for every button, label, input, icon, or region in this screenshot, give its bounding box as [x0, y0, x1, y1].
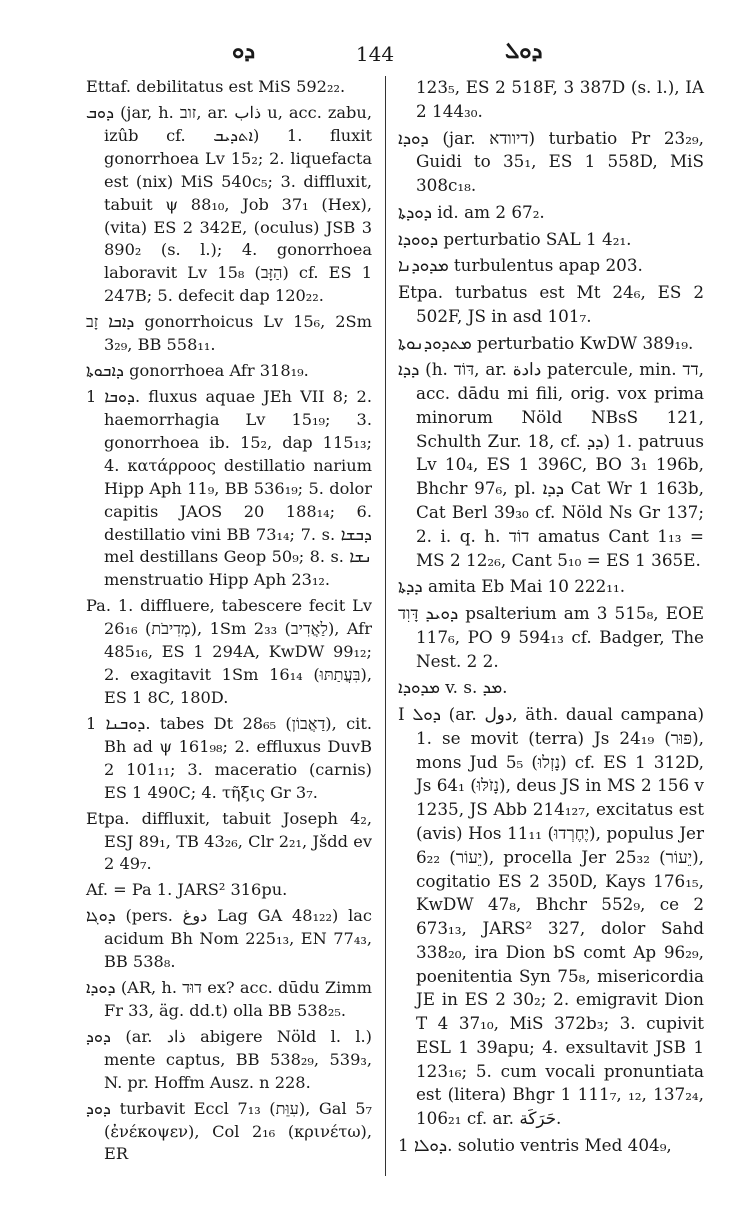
entry: ܕܘܒ (jar, h. זוב, ar. ذاب u, acc. zabu, izûb cf. ܐܬܕܝܒ) 1. fluxit gonorrhoea Lv 15₂; 2. liquefacta est (nix) MiS 540c₅; 3. diffluxit, tabuit ψ 88₁₀, Job 37₁ (Hex), (vita) ES 2 342E, (oculus) JSB 3 890₂ (s. l.); 4. gonorrhoea laboravit Lv 15₈ (הַזָּב) cf. ES 1 247B; 5. defecit dap 120₂₂. — [86, 102, 372, 306]
entry: ܕܕܬܐ amita Eb Mai 10 222₁₁. — [398, 576, 626, 597]
entry: ܕܘܘܕܐ perturbatio SAL 1 4₂₁. — [398, 228, 632, 249]
entry: I ܕܘܠ (ar. دول, äth. daual campana) 1. se movit (terra) Js 24₁₉ (פּוּר), mons Jud 5₅ (נָזְלוּ) cf. ES 1 312D, Js 64₁ (נָזֹלּוּ), deus JS in MS 2 156 v 1235, JS Abb 214₁₂₇, excitatus est (avis) Hos 11₁₁ (יֶחֶרְדוּ), populus Jer 6₂₂ (יֵעוֹר), procella Jer 25₃₂ (יֵעוֹר), cogitatio ES 2 350D, Kays 176₁₅, KwDW 47₈, Bhchr 552₉, ce 2 673₁₃, JARS² 327, dolor Sahd 338₂₀, ira Dion bS comt Ap 96₂₉, poenitentia Syn 75₈, misericordia JE in ES 2 30₂; 2. emigravit Dion T 4 37₁₀, MiS 372b₃; 3. cupivit ESL 1 39apu; 4. exsultavit JSB 1 123₁₆; 5. cum vocali pronuntiata est (litera) Bhgr 1 111₇, ₁₂, 137₂₄, 106₂₁ cf. ar. حَرَكَة. — [398, 704, 705, 1129]
entry: Etpa. diffluxit, tabuit Joseph 4₂, ESJ 89₁, TB 43₂₆, Clr 2₂₁, Jšdd ev 2 49₇. — [86, 808, 372, 874]
header-right-letters: ܕܘܠ — [505, 38, 543, 64]
entry: ܡܕܘܕܐ v. s. ܡܕ. — [398, 677, 508, 698]
page-header — [0, 38, 750, 68]
left-column — [86, 76, 372, 1169]
entry: ܕܘܒܢܐ 1. tabes Dt 28₆₅ (דַאֲבוֹן), cit. Bh ad ψ 161₉₈; 2. effluxus DuvB 2 101₁₁; 3. maceratio (carnis) ES 1 490C; 4. τῆξις Gr 3₇. — [86, 713, 372, 802]
entry: ܕܘܕ (ar. ذاد abigere Nöld l. l.) mente captus, BB 538₂₉, 539₃, N. pr. Hoffm Ausz. n 228. — [86, 1026, 372, 1092]
entry: 123₅, ES 2 518F, 3 387D (s. l.), IA 2 144₃₀. — [416, 77, 704, 121]
entry: ܕܐܒܘܬܐ gonorrhoea Afr 318₁₉. — [86, 361, 309, 381]
entry: ܕܕܐ (h. דּוֹד, ar. دادة patercule, min. דד, acc. dādu mi fili, orig. vox prima minorum Nöld NBsS 121, Schulth Zur. 18, cf. ܕܕ) 1. patruus Lv 10₄, ES 1 396C, BO 3₁ 196b, Bhchr 97₆, pl. ܕܕܐ Cat Wr 1 163b, Cat Berl 39₃₀ cf. Nöld Ns Gr 137; 2. i. q. h. דוֹד amatus Cant 1₁₃ = MS 2 12₂₆, Cant 5₁₀ = ES 1 365E. — [398, 359, 704, 570]
entry: Pa. 1. diffluere, tabescere fecit Lv 26₁₆ (מְדִיבֹת), 1Sm 2₃₃ (לַאֲדִיב), Afr 485₁₆, ES 1 294A, KwDW 99₁₂; 2. exagitavit 1Sm 16₁₄ (בִּעֲתַתּוּ), ES 1 8C, 180D. — [86, 596, 372, 707]
entry: Af. = Pa 1. JARS² 316pu. — [86, 880, 288, 900]
entry: ܕܘܕܐ (jar. דיוודא) turbatio Pr 23₂₉, Guidi to 35₁, ES 1 558D, MiS 308c₁₈. — [398, 127, 704, 196]
entry: ܕܘܕܐ (AR, h. דוּד ex? acc. dūdu Zimm Fr 33, äg. dd.t) olla BB 538₂₅. — [86, 978, 372, 1020]
entry: Etpa. turbatus est Mt 24₆, ES 2 502F, JS in asd 101₇. — [398, 282, 704, 326]
entry: ܕܘܝܕ דָּוִד psalterium am 3 515₈, EOE 117₆, PO 9 594₁₃ cf. Badger, The Nest. 2 2. — [398, 603, 704, 671]
entry: ܡܬܕܘܕܢܘܬܐ perturbatio KwDW 389₁₉. — [398, 332, 694, 353]
entry: ܕܐܒܐ זָב gonorrhoicus Lv 15₆, 2Sm 3₂₉, BB 558₁₁. — [86, 312, 372, 355]
entry: ܡܕܘܕܢܐ turbulentus apap 203. — [398, 255, 643, 276]
entry: ܕܘܕܬܐ id. am 2 67₂. — [398, 201, 545, 222]
page-number: 144 — [355, 42, 395, 66]
column-divider — [385, 76, 386, 1176]
entry: ܕܘܓܐ (pers. دوغ Lag GA 48₁₂₂) lac acidum Bh Nom 225₁₃, EN 77₄₃, BB 538₈. — [86, 906, 372, 972]
right-column — [398, 76, 704, 1161]
header-left-letters: ܕܘ — [232, 38, 256, 64]
entry: ܕܘܠܐ 1. solutio ventris Med 404₉, — [398, 1134, 672, 1155]
entry: ܕܘܒܐ 1. fluxus aquae JEh VII 8; 2. haemorrhagia Lv 15₁₉; 3. gonorrhoea ib. 15₂, dap 115₁₃; 4. κατάρροος destillatio narium Hipp Aph 11₉, BB 536₁₉; 5. dolor capitis JAOS 20 188₁₄; 6. destillatio vini BB 73₁₄; 7. s. ܕܒܫܐ mel destillans Geop 50₉; 8. s. ܢܫܐ menstruatio Hipp Aph 23₁₂. — [86, 386, 372, 590]
entry: ܕܘܕ turbavit Eccl 7₁₃ (עִוֵּת), Gal 5₇ (ἐνέκοψεν), Col 2₁₆ (κρινέτω), ER — [86, 1098, 372, 1164]
entry: Ettaf. debilitatus est MiS 592₂₂. — [86, 77, 346, 96]
